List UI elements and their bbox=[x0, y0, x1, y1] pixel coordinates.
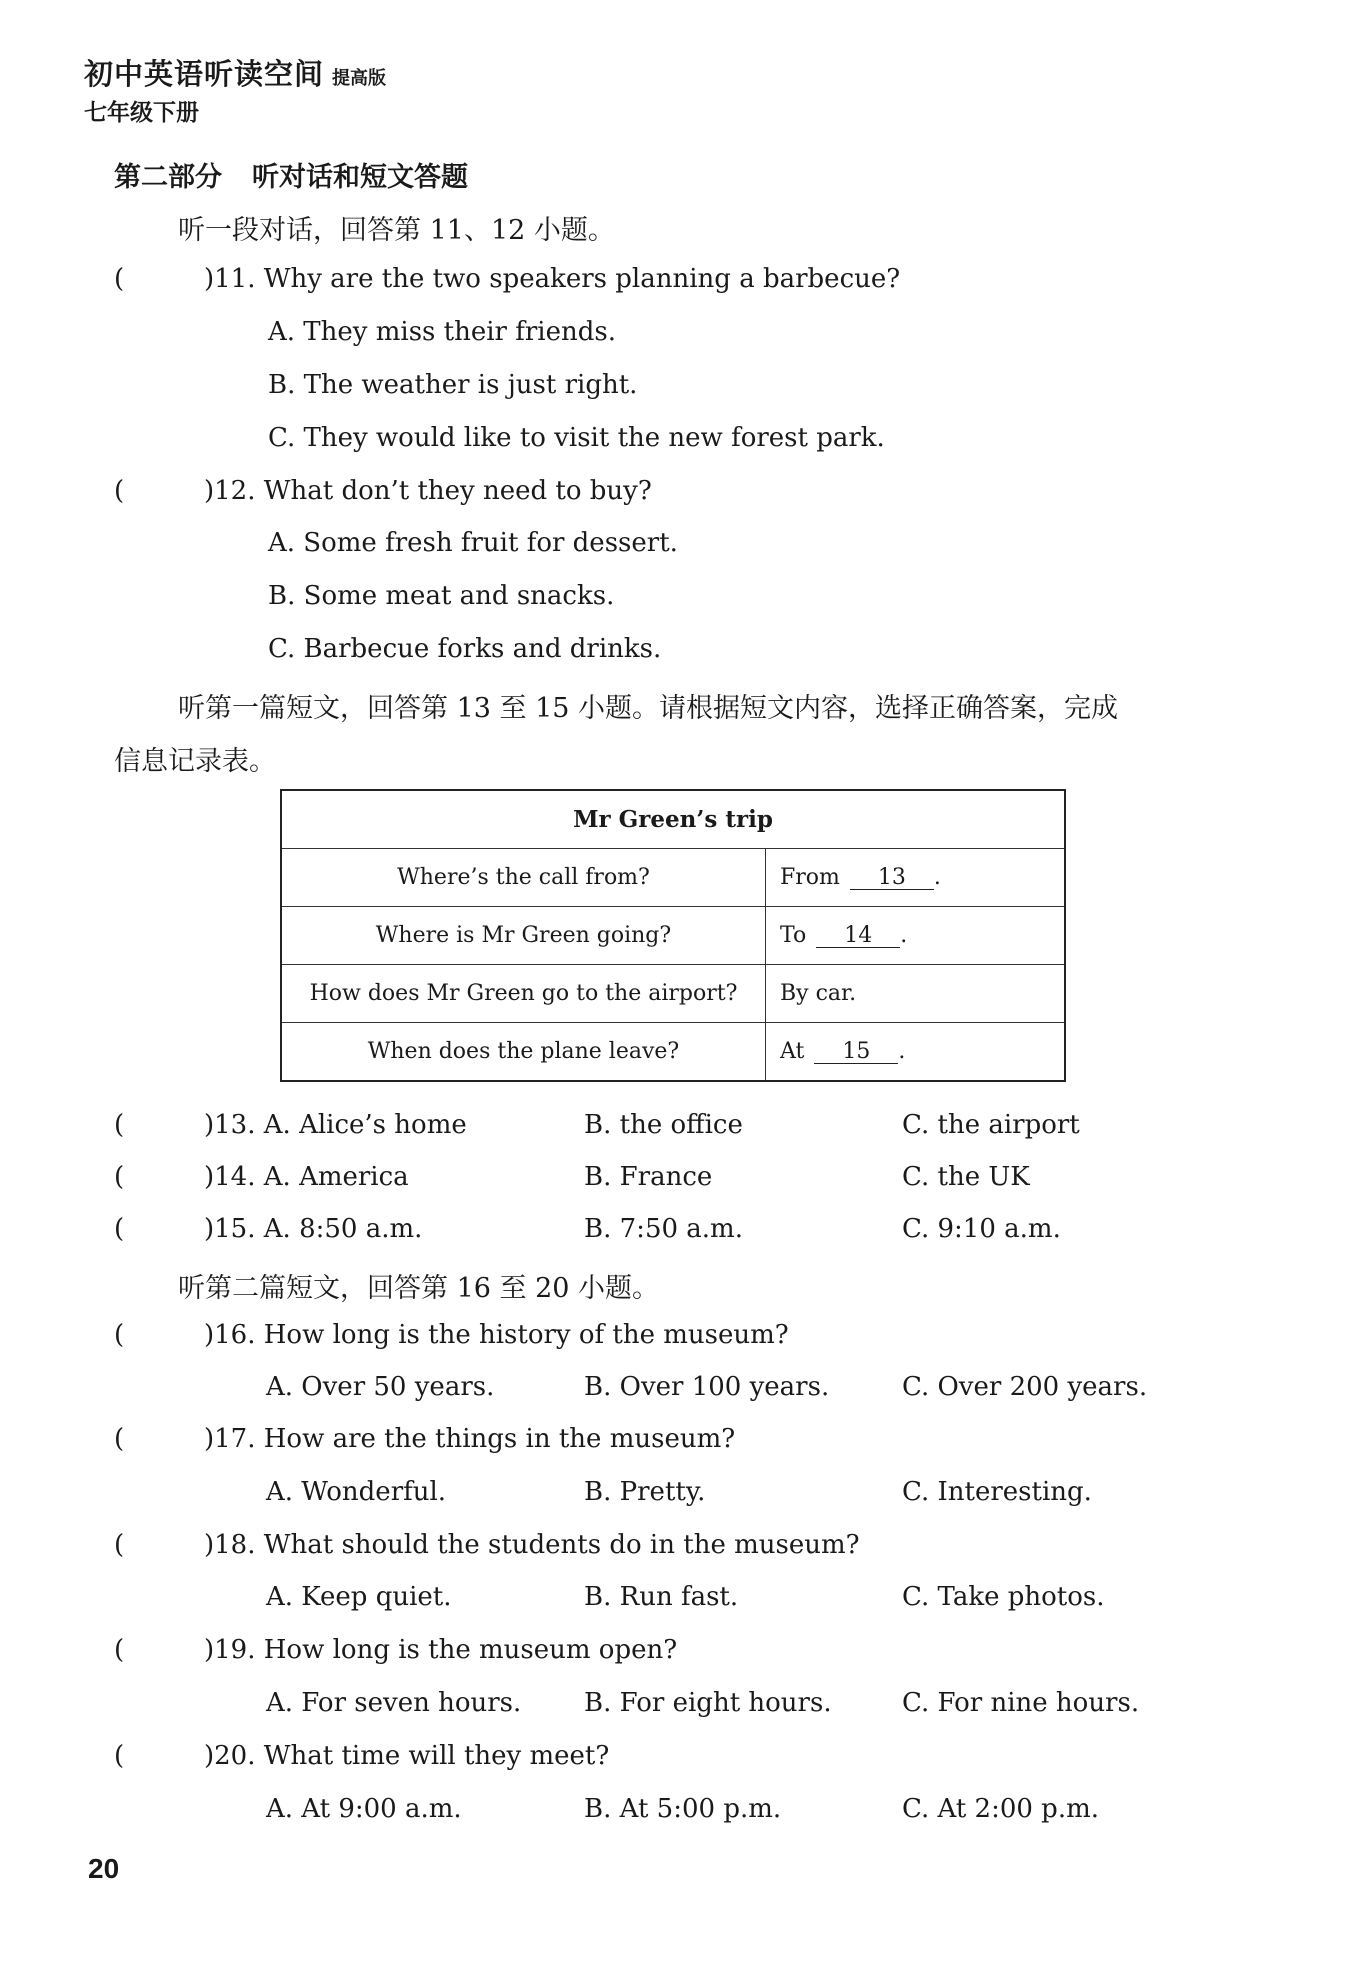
table-answer bbox=[766, 965, 1066, 1023]
answer-prefix: From bbox=[780, 865, 840, 890]
section-title bbox=[114, 155, 468, 194]
answer-paren: ( bbox=[114, 1530, 125, 1560]
answer-paren: ( bbox=[114, 1110, 125, 1140]
table-answer bbox=[766, 1023, 1066, 1082]
question-17 bbox=[114, 1424, 735, 1454]
answer-prefix: At bbox=[780, 1039, 805, 1064]
q13-option-c: C. the airport bbox=[902, 1110, 1080, 1140]
table-row bbox=[281, 1023, 1065, 1082]
info-record-table bbox=[280, 789, 1066, 1082]
table-title: Mr Green’s trip bbox=[281, 790, 1065, 849]
q17-option-a: A. Wonderful. bbox=[266, 1477, 447, 1507]
q12-option-b: B. Some meat and snacks. bbox=[268, 581, 615, 611]
table-answer bbox=[766, 849, 1066, 907]
question-18-stem: )18. What should the students do in the museum? bbox=[204, 1530, 860, 1560]
answer-paren: ( bbox=[114, 1320, 125, 1350]
answer-paren: ( bbox=[114, 1214, 125, 1244]
question-15-stem: )15. A. 8:50 a.m. bbox=[204, 1214, 423, 1244]
answer-suffix: . bbox=[900, 923, 908, 948]
q12-option-a: A. Some fresh fruit for dessert. bbox=[268, 528, 678, 558]
answer-prefix: By car. bbox=[780, 981, 857, 1006]
question-13-stem: )13. A. Alice’s home bbox=[204, 1110, 467, 1140]
question-16-stem: )16. How long is the history of the museum? bbox=[204, 1320, 789, 1350]
answer-paren: ( bbox=[114, 1741, 125, 1771]
answer-blank[interactable]: 13 bbox=[850, 867, 934, 890]
q18-option-a: A. Keep quiet. bbox=[266, 1582, 452, 1612]
q13-option-b: B. the office bbox=[584, 1110, 743, 1140]
table-row bbox=[281, 849, 1065, 907]
q17-option-b: B. Pretty. bbox=[584, 1477, 706, 1507]
q11-option-a: A. They miss their friends. bbox=[268, 317, 616, 347]
question-11 bbox=[114, 264, 900, 294]
answer-blank[interactable]: 15 bbox=[814, 1041, 898, 1064]
question-14-stem: )14. A. America bbox=[204, 1162, 409, 1192]
q18-option-c: C. Take photos. bbox=[902, 1582, 1105, 1612]
question-12 bbox=[114, 476, 652, 506]
q16-option-a: A. Over 50 years. bbox=[266, 1372, 495, 1402]
table-row bbox=[281, 965, 1065, 1023]
table-row bbox=[281, 907, 1065, 965]
q20-option-a: A. At 9:00 a.m. bbox=[266, 1794, 462, 1824]
answer-prefix: To bbox=[780, 923, 807, 948]
question-20-stem: )20. What time will they meet? bbox=[204, 1741, 610, 1771]
answer-blank[interactable]: 14 bbox=[816, 925, 900, 948]
q11-option-c: C. They would like to visit the new forest park. bbox=[268, 423, 885, 453]
q11-option-b: B. The weather is just right. bbox=[268, 370, 638, 400]
q14-option-b: B. France bbox=[584, 1162, 713, 1192]
table-answer bbox=[766, 907, 1066, 965]
q14-option-c: C. the UK bbox=[902, 1162, 1030, 1192]
table-question: When does the plane leave? bbox=[281, 1023, 766, 1082]
question-11-stem: )11. Why are the two speakers planning a barbecue? bbox=[204, 264, 901, 294]
answer-paren: ( bbox=[114, 1635, 125, 1665]
table-header-row bbox=[281, 790, 1065, 849]
q19-option-c: C. For nine hours. bbox=[902, 1688, 1140, 1718]
question-17-stem: )17. How are the things in the museum? bbox=[204, 1424, 736, 1454]
question-20 bbox=[114, 1741, 609, 1771]
q12-option-c: C. Barbecue forks and drinks. bbox=[268, 634, 662, 664]
answer-suffix: . bbox=[898, 1039, 906, 1064]
q19-option-a: A. For seven hours. bbox=[266, 1688, 522, 1718]
q20-option-c: C. At 2:00 p.m. bbox=[902, 1794, 1100, 1824]
table-question: Where is Mr Green going? bbox=[281, 907, 766, 965]
question-13 bbox=[114, 1110, 467, 1140]
table-question: Where’s the call from? bbox=[281, 849, 766, 907]
answer-paren: ( bbox=[114, 264, 125, 294]
book-title-text: 初中英语听读空间 bbox=[84, 57, 325, 91]
question-18 bbox=[114, 1530, 860, 1560]
question-12-stem: )12. What don’t they need to buy? bbox=[204, 476, 652, 506]
section-heading: 听对话和短文答题 bbox=[252, 162, 468, 193]
answer-suffix: . bbox=[933, 865, 941, 890]
page-number: 20 bbox=[88, 1853, 120, 1884]
q17-option-c: C. Interesting. bbox=[902, 1477, 1092, 1507]
question-15 bbox=[114, 1214, 422, 1244]
q15-option-b: B. 7:50 a.m. bbox=[584, 1214, 743, 1244]
answer-paren: ( bbox=[114, 1162, 125, 1192]
book-grade: 七年级下册 bbox=[84, 100, 199, 126]
question-19-stem: )19. How long is the museum open? bbox=[204, 1635, 678, 1665]
passage2-instruction: 听第二篇短文，回答第 16 至 20 小题。 bbox=[178, 1273, 660, 1304]
q15-option-c: C. 9:10 a.m. bbox=[902, 1214, 1061, 1244]
q18-option-b: B. Run fast. bbox=[584, 1582, 739, 1612]
answer-paren: ( bbox=[114, 1424, 125, 1454]
question-16 bbox=[114, 1320, 789, 1350]
q16-option-b: B. Over 100 years. bbox=[584, 1372, 830, 1402]
passage1-instruction-line1: 听第一篇短文，回答第 13 至 15 小题。请根据短文内容，选择正确答案，完成 bbox=[178, 693, 1119, 724]
answer-paren: ( bbox=[114, 476, 125, 506]
section-part: 第二部分 bbox=[114, 162, 222, 193]
passage1-instruction-line2: 信息记录表。 bbox=[114, 746, 276, 777]
dialogue-instruction: 听一段对话，回答第 11、12 小题。 bbox=[178, 215, 615, 246]
question-19 bbox=[114, 1635, 677, 1665]
book-title bbox=[84, 52, 386, 93]
q16-option-c: C. Over 200 years. bbox=[902, 1372, 1148, 1402]
question-14 bbox=[114, 1162, 409, 1192]
book-edition: 提高版 bbox=[332, 68, 387, 89]
q19-option-b: B. For eight hours. bbox=[584, 1688, 832, 1718]
table-question: How does Mr Green go to the airport? bbox=[281, 965, 766, 1023]
q20-option-b: B. At 5:00 p.m. bbox=[584, 1794, 782, 1824]
